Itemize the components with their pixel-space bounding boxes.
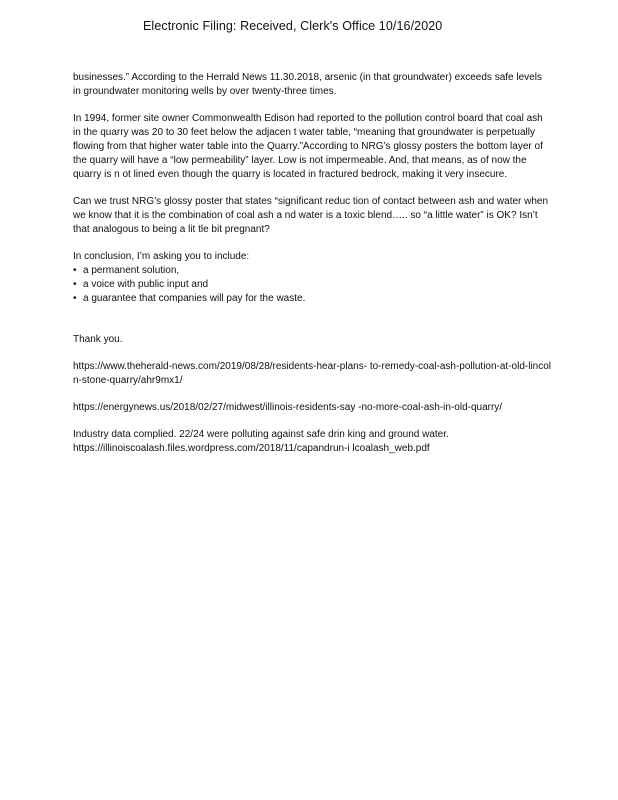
filing-stamp: Electronic Filing: Received, Clerk's Office 10/16/2020	[143, 19, 443, 33]
closing-thanks: Thank you.	[73, 334, 123, 345]
paragraph-nrg-poster: Can we trust NRG’s glossy poster that states “significant reduc tion of contact between ash and water when we know that it is the combination of coal ash a nd water is a toxic blend….. so “a little water” is OK? Isn’t that analogous to being a lit tle bit pregnant?	[73, 196, 549, 235]
list-item	[73, 264, 551, 278]
request-list	[73, 264, 551, 306]
list-item	[73, 278, 551, 292]
bullet-icon: •	[73, 265, 77, 276]
link-illinois-coal-ash[interactable]: https://illinoiscoalash.files.wordpress.com/2018/11/capandrun-i lcoalash_web.pdf	[73, 443, 430, 454]
paragraph-conclusion: In conclusion, I’m asking you to include:	[73, 251, 250, 262]
paragraph-industry-data: Industry data complied. 22/24 were polluting against safe drin king and ground water.	[73, 429, 449, 440]
link-herald-news[interactable]: https://www.theherald-news.com/2019/08/28/residents-hear-plans- to-remedy-coal-ash-pollution-at-old-lincoln-stone-quarry/ahr9mx1/	[73, 361, 552, 386]
bullet-icon: •	[73, 279, 77, 290]
paragraph-arsenic: businesses.” According to the Herrald News 11.30.2018, arsenic (in that groundwater) exceeds safe levels in groundwater monitoring wells by over twenty-three times.	[73, 72, 542, 97]
paragraph-commonwealth-edison: In 1994, former site owner Commonwealth Edison had reported to the pollution control board that coal ash in the quarry was 20 to 30 feet below the adjacen t water table, “meaning that groundwater is perpetually flowing from that higher water table into the Quarry.”According to NRG’s glossy posters the bottom layer of the quarry will have a “low permeability” layer. Low is not impermeable. And, that means, as of now the quarry is n ot lined even though the quarry is located in fractured bedrock, making it very insecure.	[73, 113, 543, 180]
list-item	[73, 292, 551, 306]
link-energy-news[interactable]: https://energynews.us/2018/02/27/midwest/illinois-residents-say -no-more-coal-ash-in-old-quarry/	[73, 402, 503, 413]
letter-body	[73, 71, 551, 456]
bullet-icon: •	[73, 293, 77, 304]
list-item-text: a voice with public input and	[83, 279, 209, 290]
list-item-text: a permanent solution,	[83, 265, 180, 276]
list-item-text: a guarantee that companies will pay for the waste.	[83, 293, 306, 304]
